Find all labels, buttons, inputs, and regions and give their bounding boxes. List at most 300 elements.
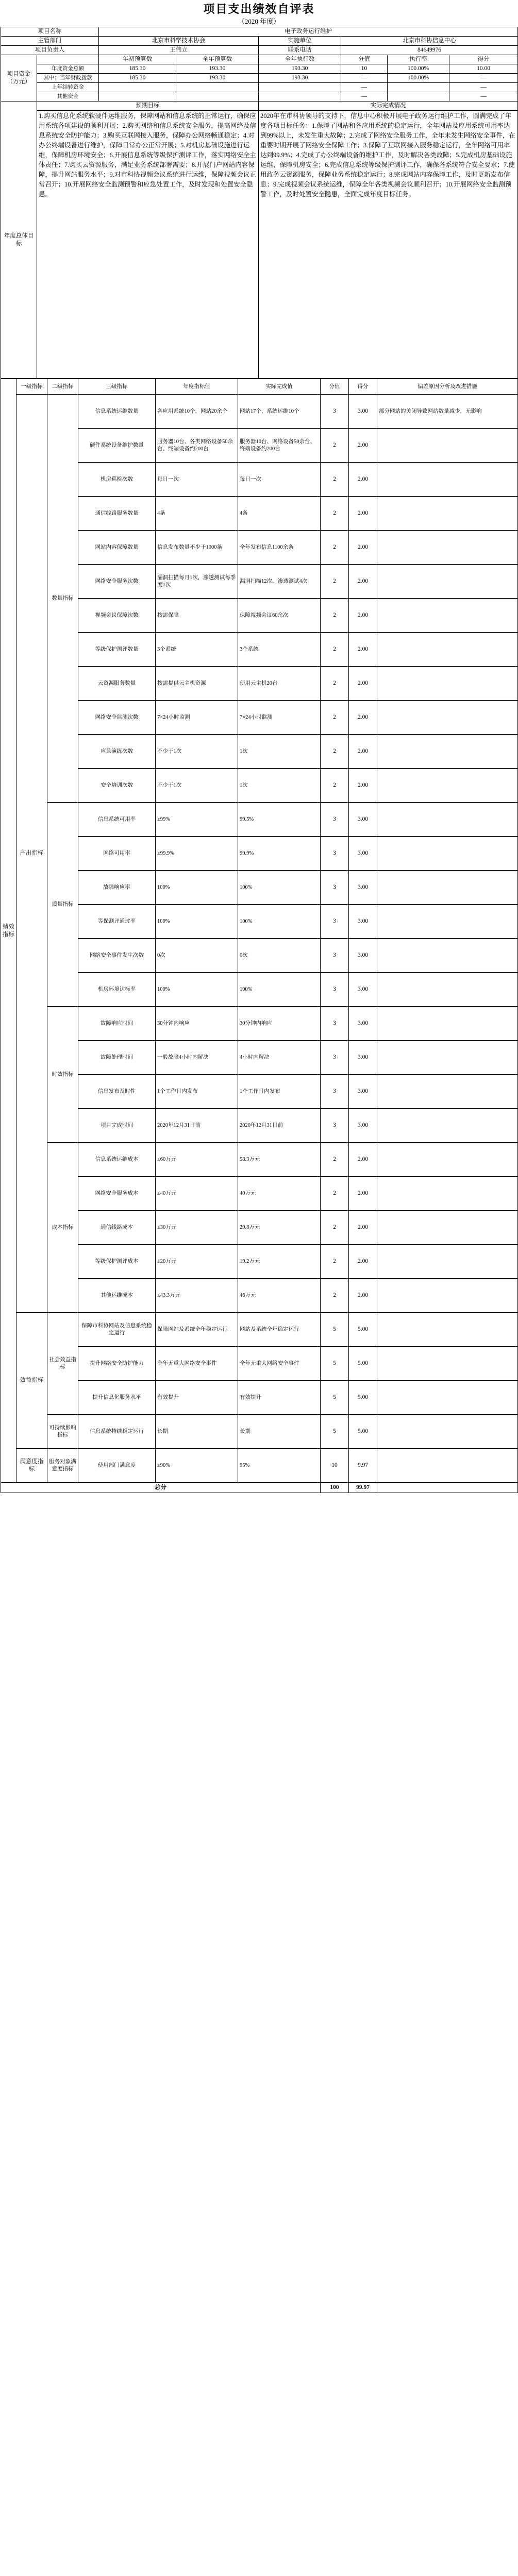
indicator-row — [1, 1211, 518, 1245]
indicator-target: ≤60万元 — [156, 1143, 238, 1177]
indicator-actual: 100% — [238, 871, 321, 905]
level3-indicator: 等级保护测评成本 — [78, 1245, 156, 1279]
funds-exec: 193.30 — [259, 64, 341, 74]
level3-indicator: 保障市科协网站及信息系统稳定运行 — [78, 1313, 156, 1347]
indicator-score: 2 — [321, 1143, 349, 1177]
indicator-row — [1, 1143, 518, 1177]
indicator-got: 3.00 — [349, 973, 377, 1007]
indicator-row — [1, 463, 518, 497]
project-name-label: 项目名称 — [1, 27, 99, 37]
indicator-got: 5.00 — [349, 1347, 377, 1381]
indicator-got: 3.00 — [349, 1075, 377, 1109]
funds-row — [1, 92, 518, 101]
level3-indicator: 其他运维成本 — [78, 1279, 156, 1313]
level3-indicator: 通信线路成本 — [78, 1211, 156, 1245]
indicator-got: 3.00 — [349, 1007, 377, 1041]
indicator-row — [1, 1109, 518, 1143]
perf-section-label: 绩效指标 — [1, 379, 16, 1483]
indicator-row — [1, 1177, 518, 1211]
indicator-row — [1, 1279, 518, 1313]
funds-row-name: 上年结转资金 — [37, 83, 99, 92]
indicator-target: 按需保障 — [156, 599, 238, 633]
indicator-got: 9.97 — [349, 1449, 377, 1483]
level3-indicator: 故障响应时间 — [78, 1007, 156, 1041]
indicator-target: ≥99.9% — [156, 837, 238, 871]
indicator-actual: 2020年12月31日前 — [238, 1109, 321, 1143]
indicator-got: 3.00 — [349, 395, 377, 429]
indicator-score: 3 — [321, 395, 349, 429]
indicator-got: 2.00 — [349, 667, 377, 701]
indicator-score: 3 — [321, 803, 349, 837]
perf-header-row — [1, 379, 518, 395]
indicator-actual: 19.2万元 — [238, 1245, 321, 1279]
indicator-score: 3 — [321, 1109, 349, 1143]
indicator-actual: 30分钟内响应 — [238, 1007, 321, 1041]
indicator-actual: 58.3万元 — [238, 1143, 321, 1177]
indicator-got: 3.00 — [349, 1041, 377, 1075]
project-name: 电子政务运行维护 — [99, 27, 518, 37]
funds-header-3: 分值 — [341, 55, 388, 64]
indicator-actual: 有效提升 — [238, 1381, 321, 1415]
level3-indicator: 信息系统持续稳定运行 — [78, 1415, 156, 1449]
indicator-target: 100% — [156, 973, 238, 1007]
indicator-row — [1, 1381, 518, 1415]
indicator-target: 30分钟内响应 — [156, 1007, 238, 1041]
indicator-actual: 漏洞扫描12次，渗透测试4次 — [238, 565, 321, 599]
indicator-got: 3.00 — [349, 837, 377, 871]
indicator-got: 2.00 — [349, 531, 377, 565]
indicator-score: 2 — [321, 531, 349, 565]
indicator-score: 2 — [321, 701, 349, 735]
indicator-note — [377, 871, 518, 905]
indicator-got: 2.00 — [349, 1211, 377, 1245]
indicator-actual: 40万元 — [238, 1177, 321, 1211]
indicator-row — [1, 701, 518, 735]
indicator-target: 每日一次 — [156, 463, 238, 497]
indicator-target: 不少于1次 — [156, 735, 238, 769]
indicator-actual: 全年无重大网络安全事件 — [238, 1347, 321, 1381]
indicator-note — [377, 531, 518, 565]
indicator-score: 2 — [321, 769, 349, 803]
indicator-got: 5.00 — [349, 1313, 377, 1347]
indicator-note — [377, 1313, 518, 1347]
funds-rate — [388, 92, 449, 101]
funds-row — [1, 83, 518, 92]
total-label: 总分 — [1, 1483, 321, 1493]
funds-rate: 100.00% — [388, 64, 449, 74]
level1-indicator: 产出指标 — [16, 395, 47, 1313]
indicator-actual: 使用云主机20台 — [238, 667, 321, 701]
indicator-actual: 4小时内解决 — [238, 1041, 321, 1075]
indicator-row — [1, 1245, 518, 1279]
indicator-note — [377, 1109, 518, 1143]
leader-value: 王伟立 — [99, 46, 259, 55]
funds-row — [1, 74, 518, 83]
indicator-row — [1, 1007, 518, 1041]
funds-budget-init — [99, 83, 176, 92]
indicator-target: 3个系统 — [156, 633, 238, 667]
funds-budget-init — [99, 92, 176, 101]
indicator-score: 2 — [321, 1211, 349, 1245]
indicator-target: ≤43.3万元 — [156, 1279, 238, 1313]
indicator-score: 2 — [321, 429, 349, 463]
perf-header-2: 三级指标 — [78, 379, 156, 395]
perf-header-0: 一级指标 — [16, 379, 47, 395]
indicator-target: ≥90% — [156, 1449, 238, 1483]
indicator-note — [377, 1041, 518, 1075]
goals-expected: 1.购买信息化系统软硬件运维服务，保障网站和信息系统的正常运行，确保应用系统各项建设的顺利开展；2.购买网络和信息系统安全服务，提高网络及信息系统安全防护能力；3.购买互联网接入服务，保障办公网络畅通稳定；4.对办公终端设备进行维护，保障日常办公正常开展；5.对机房基础设施进行运维，保障机房环境安全；6.开展信息系统等级保护测评工作，落实网络安全主体责任；7.购买云资源服务，满足业务系统部署需要；8.开展门户网站内容保障，提升网站服务水平；9.对市科协视频会议系统进行运维，保障视频会议正常召开；10.开展网络安全监测预警和应急处置工作，及时发现和处置安全隐患。 — [37, 111, 259, 379]
indicator-note — [377, 803, 518, 837]
indicator-target: 长期 — [156, 1415, 238, 1449]
indicator-note — [377, 973, 518, 1007]
indicator-score: 2 — [321, 735, 349, 769]
level3-indicator: 信息系统运维成本 — [78, 1143, 156, 1177]
funds-got: 10.00 — [449, 64, 518, 74]
indicator-got: 2.00 — [349, 633, 377, 667]
funds-header-1: 全年预算数 — [176, 55, 259, 64]
indicator-row — [1, 871, 518, 905]
level3-indicator: 信息系统运维数量 — [78, 395, 156, 429]
indicator-row — [1, 973, 518, 1007]
indicator-actual: 1次 — [238, 769, 321, 803]
page-subtitle: （2020 年度） — [238, 18, 280, 25]
total-row — [1, 1483, 518, 1493]
indicator-score: 3 — [321, 1041, 349, 1075]
indicator-target: 0次 — [156, 939, 238, 973]
indicator-note — [377, 463, 518, 497]
indicator-note — [377, 599, 518, 633]
indicator-note — [377, 1347, 518, 1381]
performance-table — [1, 379, 518, 1493]
indicator-target: 信息发布数量不少于1000条 — [156, 531, 238, 565]
indicator-row — [1, 531, 518, 565]
level3-indicator: 等保测评通过率 — [78, 905, 156, 939]
indicator-row — [1, 633, 518, 667]
indicator-target: ≤20万元 — [156, 1245, 238, 1279]
indicator-target: 全年无重大网络安全事件 — [156, 1347, 238, 1381]
indicator-row — [1, 599, 518, 633]
indicator-score: 3 — [321, 837, 349, 871]
level2-indicator: 数量指标 — [47, 395, 78, 803]
indicator-note — [377, 701, 518, 735]
indicator-row — [1, 1449, 518, 1483]
funds-header-0: 年初预算数 — [99, 55, 176, 64]
indicator-score: 3 — [321, 973, 349, 1007]
indicator-actual: 100% — [238, 905, 321, 939]
funds-score: — — [341, 83, 388, 92]
funds-header-blank — [37, 55, 99, 64]
indicator-target: 100% — [156, 905, 238, 939]
indicator-score: 2 — [321, 565, 349, 599]
indicator-row — [1, 769, 518, 803]
funds-header-2: 全年执行数 — [259, 55, 341, 64]
level3-indicator: 视频会议保障次数 — [78, 599, 156, 633]
contact-value: 84649976 — [341, 46, 518, 55]
funds-row-name: 年度资金总额 — [37, 64, 99, 74]
indicator-score: 2 — [321, 463, 349, 497]
indicator-row — [1, 667, 518, 701]
indicator-score: 3 — [321, 939, 349, 973]
indicator-got: 3.00 — [349, 939, 377, 973]
indicator-got: 2.00 — [349, 1143, 377, 1177]
level3-indicator: 网络安全服务次数 — [78, 565, 156, 599]
indicator-note — [377, 837, 518, 871]
level3-indicator: 机房巡检次数 — [78, 463, 156, 497]
indicator-row — [1, 803, 518, 837]
indicator-target: 不少于1次 — [156, 769, 238, 803]
indicator-actual: 保障视频会议60余次 — [238, 599, 321, 633]
page-title: 项目支出绩效自评表 — [203, 3, 315, 15]
indicator-actual: 99.5% — [238, 803, 321, 837]
indicator-score: 3 — [321, 1007, 349, 1041]
indicator-target: 1个工作日内发布 — [156, 1075, 238, 1109]
indicator-score: 5 — [321, 1415, 349, 1449]
leader-label: 项目负责人 — [1, 46, 99, 55]
indicator-target: 漏洞扫描每月1次，渗透测试每季度1次 — [156, 565, 238, 599]
indicator-target: 7×24小时监测 — [156, 701, 238, 735]
indicator-target: ≥99% — [156, 803, 238, 837]
indicator-got: 5.00 — [349, 1381, 377, 1415]
indicator-actual: 每日一次 — [238, 463, 321, 497]
indicator-actual: 0次 — [238, 939, 321, 973]
perf-header-1: 二级指标 — [47, 379, 78, 395]
indicator-note — [377, 1007, 518, 1041]
funds-row — [1, 64, 518, 74]
info-table — [1, 27, 518, 379]
indicator-actual: 长期 — [238, 1415, 321, 1449]
indicator-score: 2 — [321, 1177, 349, 1211]
funds-budget-year — [176, 92, 259, 101]
indicator-target: 服务器10台、各类网络设备50余台、终端设备约200台 — [156, 429, 238, 463]
indicator-actual: 4条 — [238, 497, 321, 531]
indicator-note — [377, 1245, 518, 1279]
indicator-note — [377, 1381, 518, 1415]
funds-got: — — [449, 74, 518, 83]
level3-indicator: 网络可用率 — [78, 837, 156, 871]
indicator-target: 按需提供云主机资源 — [156, 667, 238, 701]
indicator-got: 2.00 — [349, 429, 377, 463]
indicator-got: 3.00 — [349, 1109, 377, 1143]
goals-label: 年度总体目标 — [1, 101, 37, 379]
indicator-score: 5 — [321, 1381, 349, 1415]
funds-row-name: 其他资金 — [37, 92, 99, 101]
level3-indicator: 故障处理时间 — [78, 1041, 156, 1075]
indicator-target: 2020年12月31日前 — [156, 1109, 238, 1143]
total-got: 99.97 — [349, 1483, 377, 1493]
indicator-got: 2.00 — [349, 599, 377, 633]
level1-indicator: 满意度指标 — [16, 1449, 47, 1483]
indicator-actual: 46万元 — [238, 1279, 321, 1313]
indicator-note — [377, 905, 518, 939]
funds-budget-year — [176, 83, 259, 92]
funds-exec: 193.30 — [259, 74, 341, 83]
indicator-target: 一般故障4小时内解决 — [156, 1041, 238, 1075]
goals-expected-label: 预期目标 — [37, 101, 259, 111]
level3-indicator: 安全培训次数 — [78, 769, 156, 803]
indicator-target: 4条 — [156, 497, 238, 531]
indicator-note — [377, 1449, 518, 1483]
level2-indicator: 服务对象满意度指标 — [47, 1449, 78, 1483]
indicator-score: 2 — [321, 667, 349, 701]
funds-budget-year: 193.30 — [176, 74, 259, 83]
indicator-score: 5 — [321, 1347, 349, 1381]
indicator-score: 3 — [321, 1075, 349, 1109]
indicator-actual: 网站及系统全年稳定运行 — [238, 1313, 321, 1347]
indicator-got: 2.00 — [349, 1279, 377, 1313]
dept-value: 北京市科学技术协会 — [99, 37, 259, 46]
goals-actual-label: 实际完成情况 — [259, 101, 518, 111]
level3-indicator: 提升网络安全防护能力 — [78, 1347, 156, 1381]
level3-indicator: 应急演练次数 — [78, 735, 156, 769]
indicator-actual: 服务器10台、网络设备50余台、终端设备约200台 — [238, 429, 321, 463]
contact-label: 联系电话 — [259, 46, 341, 55]
level1-indicator: 效益指标 — [16, 1313, 47, 1449]
perf-header-7: 偏差原因分析及改进措施 — [377, 379, 518, 395]
indicator-row — [1, 1347, 518, 1381]
indicator-target: ≤30万元 — [156, 1211, 238, 1245]
indicator-actual: 全年发布信息1100余条 — [238, 531, 321, 565]
level3-indicator: 故障响应率 — [78, 871, 156, 905]
indicator-got: 3.00 — [349, 871, 377, 905]
indicator-row — [1, 837, 518, 871]
level3-indicator: 项目完成时间 — [78, 1109, 156, 1143]
indicator-note — [377, 497, 518, 531]
funds-got: — — [449, 83, 518, 92]
level3-indicator: 信息系统可用率 — [78, 803, 156, 837]
funds-rate: 100.00% — [388, 74, 449, 83]
indicator-score: 2 — [321, 599, 349, 633]
perf-header-4: 实际完成值 — [238, 379, 321, 395]
funds-label: 项目资金（万元） — [1, 55, 37, 101]
level3-indicator: 硬件系统设备维护数量 — [78, 429, 156, 463]
level3-indicator: 提升信息化服务水平 — [78, 1381, 156, 1415]
indicator-got: 3.00 — [349, 803, 377, 837]
level2-indicator: 质量指标 — [47, 803, 78, 1007]
dept-label: 主管部门 — [1, 37, 99, 46]
indicator-score: 3 — [321, 905, 349, 939]
indicator-score: 2 — [321, 1279, 349, 1313]
level2-indicator: 时效指标 — [47, 1007, 78, 1143]
funds-row-name: 其中：当年财政拨款 — [37, 74, 99, 83]
funds-header-4: 执行率 — [388, 55, 449, 64]
indicator-row — [1, 497, 518, 531]
indicator-actual: 网站17个，系统运维10个 — [238, 395, 321, 429]
indicator-row — [1, 395, 518, 429]
indicator-actual: 99.9% — [238, 837, 321, 871]
funds-score: — — [341, 92, 388, 101]
funds-budget-init: 185.30 — [99, 64, 176, 74]
indicator-row — [1, 565, 518, 599]
indicator-note — [377, 735, 518, 769]
funds-score: — — [341, 74, 388, 83]
indicator-got: 2.00 — [349, 463, 377, 497]
indicator-actual: 29.8万元 — [238, 1211, 321, 1245]
indicator-note — [377, 429, 518, 463]
indicator-score: 10 — [321, 1449, 349, 1483]
funds-exec — [259, 83, 341, 92]
indicator-target: 100% — [156, 871, 238, 905]
indicator-score: 2 — [321, 497, 349, 531]
level3-indicator: 网络安全服务成本 — [78, 1177, 156, 1211]
indicator-note — [377, 1177, 518, 1211]
level3-indicator: 等级保护测评数量 — [78, 633, 156, 667]
indicator-target: ≤40万元 — [156, 1177, 238, 1211]
level3-indicator: 通信线路服务数量 — [78, 497, 156, 531]
goals-actual: 2020年在市科协领导的支持下，信息中心积极开展电子政务运行维护工作，圆满完成了年度各项目标任务：1.保障了网站和各应用系统的稳定运行，全年网站及应用系统可用率达到99%以上，未发生重大故障；2.完成了网络安全服务工作，全年未发生网络安全事件，在重要时期开展了网络安全保障工作；3.保障了互联网接入服务稳定运行，全年网络可用率达到99.9%；4.完成了办公终端设备的维护工作，及时解决各类故障；5.完成机房基础设施运维，保障机房安全；6.完成信息系统等级保护测评工作，确保各系统符合安全要求；7.使用政务云资源服务，保障业务系统稳定运行；8.完成网站内容保障工作，及时更新发布信息；9.完成视频会议系统运维，保障全年各类视频会议顺利召开；10.开展网络安全监测预警工作，及时处置安全隐患，全面完成年度目标任务。 — [259, 111, 518, 379]
funds-score: 10 — [341, 64, 388, 74]
indicator-got: 2.00 — [349, 701, 377, 735]
indicator-note: 部分网站的关闭导致网站数量减少，无影响 — [377, 395, 518, 429]
indicator-actual: 95% — [238, 1449, 321, 1483]
level3-indicator: 云资源服务数量 — [78, 667, 156, 701]
indicator-score: 5 — [321, 1313, 349, 1347]
indicator-row — [1, 905, 518, 939]
perf-header-3: 年度指标值 — [156, 379, 238, 395]
funds-exec — [259, 92, 341, 101]
indicator-note — [377, 667, 518, 701]
indicator-row — [1, 1041, 518, 1075]
indicator-actual: 3个系统 — [238, 633, 321, 667]
indicator-note — [377, 939, 518, 973]
level3-indicator: 网络安全事件发生次数 — [78, 939, 156, 973]
indicator-got: 3.00 — [349, 905, 377, 939]
indicator-got: 2.00 — [349, 735, 377, 769]
indicator-target: 有效提升 — [156, 1381, 238, 1415]
indicator-got: 2.00 — [349, 769, 377, 803]
total-score: 100 — [321, 1483, 349, 1493]
indicator-actual: 1次 — [238, 735, 321, 769]
indicator-row — [1, 735, 518, 769]
perf-header-6: 得分 — [349, 379, 377, 395]
indicator-row — [1, 939, 518, 973]
level2-indicator: 可持续影响指标 — [47, 1415, 78, 1449]
indicator-note — [377, 565, 518, 599]
indicator-note — [377, 769, 518, 803]
perf-header-5: 分值 — [321, 379, 349, 395]
indicator-note — [377, 1211, 518, 1245]
indicator-row — [1, 1415, 518, 1449]
indicator-score: 3 — [321, 871, 349, 905]
indicator-got: 2.00 — [349, 1245, 377, 1279]
level3-indicator: 使用部门满意度 — [78, 1449, 156, 1483]
funds-got: — — [449, 92, 518, 101]
indicator-note — [377, 1075, 518, 1109]
indicator-note — [377, 1415, 518, 1449]
indicator-got: 2.00 — [349, 1177, 377, 1211]
unit-value: 北京市科协信息中心 — [341, 37, 518, 46]
indicator-score: 2 — [321, 1245, 349, 1279]
level3-indicator: 网络安全监测次数 — [78, 701, 156, 735]
funds-budget-year: 193.30 — [176, 64, 259, 74]
indicator-note — [377, 1279, 518, 1313]
indicator-actual: 100% — [238, 973, 321, 1007]
level3-indicator: 信息发布及时性 — [78, 1075, 156, 1109]
indicator-target: 各应用系统10个，网站20余个 — [156, 395, 238, 429]
indicator-row — [1, 429, 518, 463]
level3-indicator: 机房环境达标率 — [78, 973, 156, 1007]
funds-rate — [388, 83, 449, 92]
indicator-got: 2.00 — [349, 497, 377, 531]
level2-indicator: 成本指标 — [47, 1143, 78, 1313]
total-note — [377, 1483, 518, 1493]
funds-header-5: 得分 — [449, 55, 518, 64]
indicator-note — [377, 1143, 518, 1177]
level2-indicator: 社会效益指标 — [47, 1313, 78, 1415]
indicator-note — [377, 633, 518, 667]
funds-budget-init: 185.30 — [99, 74, 176, 83]
unit-label: 实施单位 — [259, 37, 341, 46]
level3-indicator: 网站内容保障数量 — [78, 531, 156, 565]
